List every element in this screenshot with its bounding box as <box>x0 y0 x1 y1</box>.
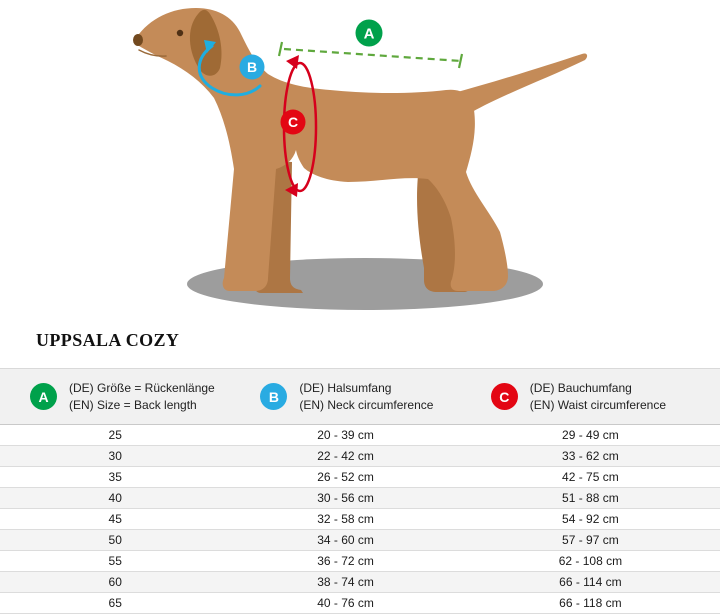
table-row <box>0 467 720 488</box>
marker-b-letter: B <box>246 59 258 75</box>
marker-c <box>281 110 306 135</box>
marker-badge-b: B <box>260 383 287 410</box>
neck-cell: 20 - 39 cm <box>230 425 460 446</box>
neck-cell: 32 - 58 cm <box>230 509 460 530</box>
neck-cell: 34 - 60 cm <box>230 530 460 551</box>
waist-cell: 66 - 114 cm <box>461 572 720 593</box>
marker-badge-c: C <box>491 383 518 410</box>
table-row <box>0 572 720 593</box>
size-table <box>0 368 720 614</box>
marker-badge-a: A <box>30 383 57 410</box>
dog-nose <box>133 34 143 46</box>
size-cell: 25 <box>0 425 230 446</box>
size-cell: 40 <box>0 488 230 509</box>
neck-cell: 40 - 76 cm <box>230 593 460 614</box>
table-row <box>0 551 720 572</box>
header-waist <box>461 369 720 425</box>
waist-cell: 51 - 88 cm <box>461 488 720 509</box>
header-neck-labels <box>299 380 433 412</box>
marker-a <box>356 20 383 47</box>
neck-cell: 26 - 52 cm <box>230 467 460 488</box>
dog-eye <box>177 30 183 36</box>
size-cell: 30 <box>0 446 230 467</box>
size-table-header <box>0 369 720 425</box>
marker-a-letter: A <box>363 25 375 43</box>
neck-cell: 22 - 42 cm <box>230 446 460 467</box>
header-size-de: (DE) Größe = Rückenlänge <box>69 381 215 396</box>
size-cell: 60 <box>0 572 230 593</box>
header-size-en: (EN) Size = Back length <box>69 397 197 412</box>
size-cell: 65 <box>0 593 230 614</box>
table-row <box>0 446 720 467</box>
header-size <box>0 369 230 425</box>
waist-cell: 66 - 118 cm <box>461 593 720 614</box>
header-neck-de: (DE) Halsumfang <box>299 381 392 396</box>
waist-cell: 62 - 108 cm <box>461 551 720 572</box>
waist-cell: 57 - 97 cm <box>461 530 720 551</box>
size-cell: 50 <box>0 530 230 551</box>
waist-cell: 54 - 92 cm <box>461 509 720 530</box>
table-row <box>0 530 720 551</box>
waist-cell: 29 - 49 cm <box>461 425 720 446</box>
table-row <box>0 593 720 614</box>
header-neck <box>230 369 460 425</box>
table-row <box>0 509 720 530</box>
table-row <box>0 425 720 446</box>
header-waist-labels <box>530 380 666 412</box>
header-neck-en: (EN) Neck circumference <box>299 397 434 412</box>
waist-cell: 33 - 62 cm <box>461 446 720 467</box>
header-size-labels <box>69 380 215 412</box>
neck-cell: 38 - 74 cm <box>230 572 460 593</box>
marker-c-letter: C <box>287 114 299 130</box>
size-cell: 35 <box>0 467 230 488</box>
table-row <box>0 488 720 509</box>
size-cell: 55 <box>0 551 230 572</box>
size-table-body <box>0 425 720 614</box>
neck-cell: 36 - 72 cm <box>230 551 460 572</box>
header-waist-de: (DE) Bauchumfang <box>529 381 632 396</box>
marker-b <box>240 55 265 80</box>
header-waist-en: (EN) Waist circumference <box>529 397 667 412</box>
product-title: UPPSALA COZY <box>36 330 180 350</box>
waist-cell: 42 - 75 cm <box>461 467 720 488</box>
size-cell: 45 <box>0 509 230 530</box>
neck-cell: 30 - 56 cm <box>230 488 460 509</box>
